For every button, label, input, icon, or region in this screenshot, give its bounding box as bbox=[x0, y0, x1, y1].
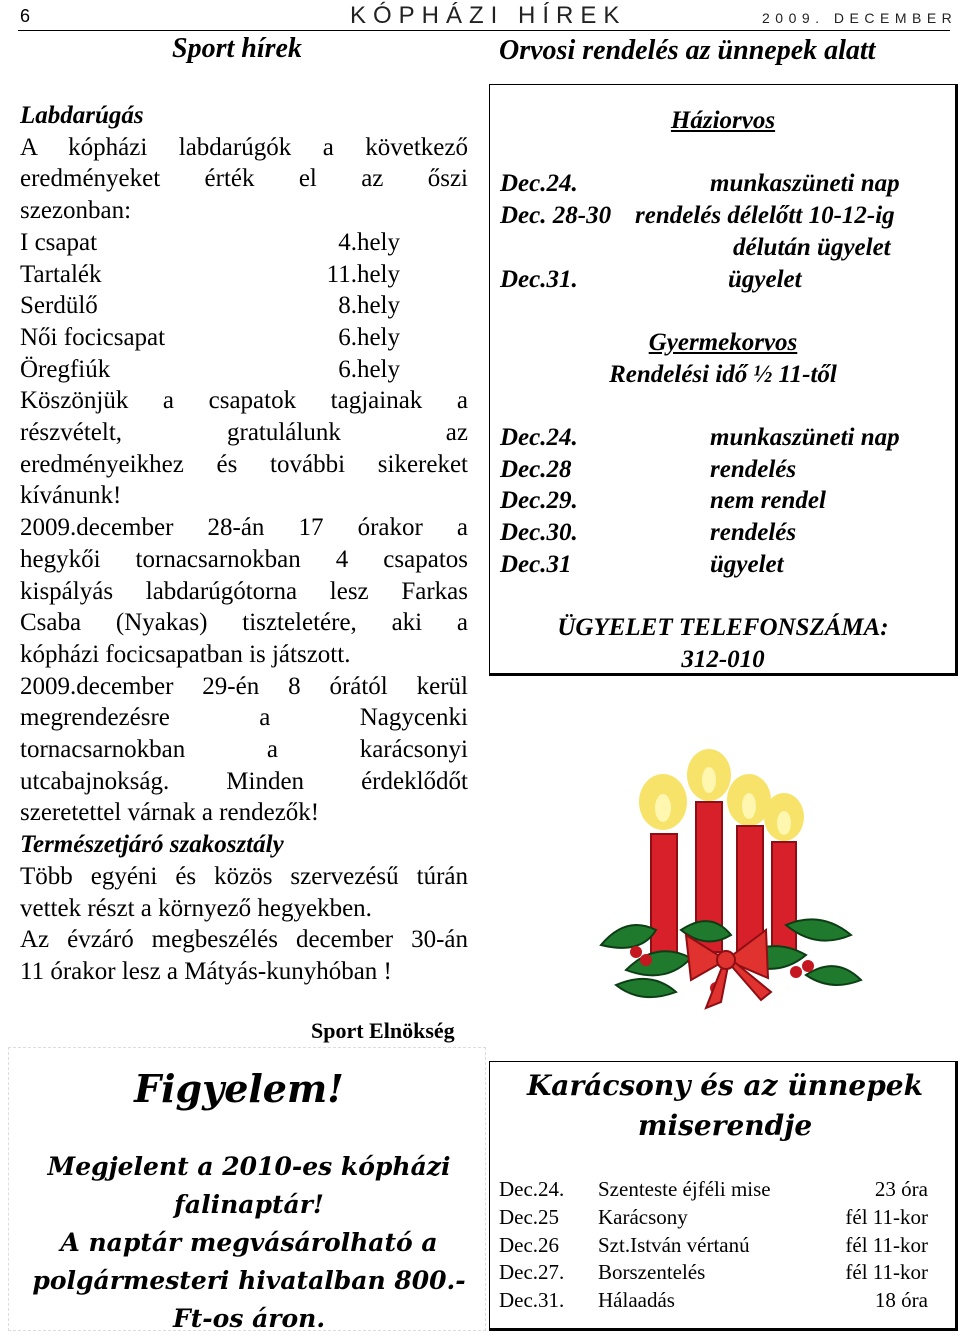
gp-date: Dec.31. bbox=[500, 265, 578, 293]
doctor-schedule-box bbox=[489, 84, 958, 676]
ped-row bbox=[500, 454, 946, 486]
header-divider bbox=[18, 30, 950, 31]
ped-row bbox=[500, 517, 946, 549]
sport-article bbox=[20, 100, 468, 988]
closing-line: Az évzáró megbeszélés december 30-án bbox=[20, 926, 468, 954]
mass-name: Szt.István vértanú bbox=[598, 1232, 750, 1257]
advent-candles-illustration bbox=[596, 730, 866, 1010]
mass-time: 23 óra bbox=[874, 1177, 928, 1201]
gp-heading: Háziorvos bbox=[670, 107, 776, 134]
result-row bbox=[20, 290, 400, 322]
mass-date: Dec.24. bbox=[499, 1177, 565, 1201]
thanks-line: részvételt, gratulálunk az bbox=[20, 419, 468, 447]
gp-row bbox=[500, 168, 946, 200]
mass-date: Dec.26 bbox=[499, 1232, 560, 1257]
team-name: I csapat bbox=[20, 228, 98, 256]
gp-text: rendelés délelőtt 10-12-ig bbox=[635, 202, 895, 230]
intro-line: szezonban: bbox=[20, 197, 132, 225]
ped-date: Dec.29. bbox=[500, 487, 578, 515]
tournament-line: hegykői tornacsarnokban 4 csapatos bbox=[20, 545, 468, 573]
mass-title: Karácsony és az ünnepek miserendje bbox=[526, 1069, 924, 1142]
mass-time: 18 óra bbox=[874, 1288, 928, 1313]
ped-date: Dec.28 bbox=[500, 455, 572, 483]
ped-text: rendelés bbox=[710, 455, 797, 483]
intro-line: A kópházi labdarúgók a következő bbox=[20, 133, 468, 161]
street-line: megrendezésre a Nagycenki bbox=[20, 704, 468, 732]
ped-row bbox=[500, 485, 946, 517]
ped-text: nem rendel bbox=[710, 487, 826, 515]
ped-text: rendelés bbox=[710, 519, 797, 547]
ped-date: Dec.30. bbox=[500, 519, 578, 547]
mass-row bbox=[499, 1259, 928, 1287]
signature: Sport Elnökség bbox=[311, 1018, 455, 1043]
team-place: 11.hely bbox=[326, 260, 400, 288]
mass-time: fél 11-kor bbox=[845, 1232, 928, 1257]
notice-line: Megjelent a 2010-es kópházi falinaptár! bbox=[47, 1152, 451, 1219]
mass-name: Hálaadás bbox=[598, 1288, 675, 1313]
result-row bbox=[20, 227, 400, 259]
ped-heading: Gyermekorvos bbox=[648, 328, 798, 356]
newspaper-title: KÓPHÁZI HÍREK bbox=[350, 2, 627, 29]
intro-line: eredményeket érték el az őszi bbox=[20, 165, 468, 193]
mass-name: Szenteste éjféli mise bbox=[598, 1177, 771, 1201]
ped-text: munkaszüneti nap bbox=[710, 423, 900, 451]
mass-name: Borszentelés bbox=[598, 1260, 706, 1285]
phone-number: 312-010 bbox=[681, 645, 765, 673]
gp-text: ügyelet bbox=[728, 265, 802, 293]
mass-name: Karácsony bbox=[598, 1204, 688, 1229]
team-place: 6.hely bbox=[338, 355, 400, 383]
gp-date bbox=[500, 232, 733, 264]
hiking-line: vettek részt a környező hegyekben. bbox=[20, 894, 372, 922]
mass-schedule-box bbox=[489, 1061, 958, 1331]
notice-line: A naptár megvásárolható a polgármesteri hivatalban 800.- Ft-os áron. bbox=[32, 1228, 466, 1333]
closing-line: 11 órakor lesz a Mátyás-kunyhóban ! bbox=[20, 957, 392, 985]
mass-row bbox=[499, 1287, 928, 1315]
team-name: Tartalék bbox=[20, 260, 102, 288]
hiking-heading: Természetjáró szakosztály bbox=[20, 831, 284, 859]
tournament-line: kispályás labdarúgótorna lesz Farkas bbox=[20, 577, 468, 605]
result-row bbox=[20, 322, 400, 354]
calendar-notice bbox=[8, 1047, 486, 1331]
phone-label: ÜGYELET TELEFONSZÁMA: bbox=[557, 614, 889, 642]
mass-row bbox=[499, 1204, 928, 1232]
team-place: 8.hely bbox=[338, 292, 400, 320]
ped-row bbox=[500, 549, 946, 581]
page-number: 6 bbox=[20, 6, 31, 26]
thanks-line: eredményeikhez és további sikereket bbox=[20, 450, 468, 478]
mass-date: Dec.25 bbox=[499, 1204, 560, 1229]
ped-date: Dec.24. bbox=[500, 423, 578, 451]
street-line: tornacsarnokban a karácsonyi bbox=[20, 736, 468, 764]
sport-section-title: Sport hírek bbox=[172, 33, 302, 64]
mass-date: Dec.31. bbox=[499, 1288, 565, 1313]
team-place: 4.hely bbox=[338, 228, 400, 256]
gp-row bbox=[500, 264, 946, 296]
football-heading: Labdarúgás bbox=[20, 102, 144, 129]
results-list bbox=[20, 227, 468, 386]
gp-date: Dec. 28-30 bbox=[500, 202, 612, 230]
tournament-line: kópházi focicsapatban is játszott. bbox=[20, 640, 351, 668]
street-line: 2009.december 29-én 8 órától kerül bbox=[20, 672, 468, 700]
issue-date: 2009. DECEMBER bbox=[762, 10, 958, 26]
mass-date: Dec.27. bbox=[499, 1260, 565, 1285]
doctor-section-title: Orvosi rendelés az ünnepek alatt bbox=[499, 35, 876, 66]
gp-text: munkaszüneti nap bbox=[710, 170, 900, 198]
tournament-line: 2009.december 28-án 17 órakor a bbox=[20, 514, 468, 542]
mass-row bbox=[499, 1176, 928, 1204]
gp-date: Dec.24. bbox=[500, 170, 578, 198]
team-name: Serdülő bbox=[20, 292, 98, 320]
mass-time: fél 11-kor bbox=[845, 1260, 928, 1285]
thanks-line: Köszönjük a csapatok tagjainak a bbox=[20, 387, 468, 415]
street-line: utcabajnokság. Minden érdeklődőt bbox=[20, 767, 468, 795]
result-row bbox=[20, 259, 400, 291]
tournament-line: Csaba (Nyakas) tiszteletére, aki a bbox=[20, 609, 468, 637]
mass-row bbox=[499, 1232, 928, 1260]
result-row bbox=[20, 354, 400, 386]
ped-row bbox=[500, 422, 946, 454]
hiking-line: Több egyéni és közös szervezésű túrán bbox=[20, 862, 468, 890]
mass-time: fél 11-kor bbox=[845, 1204, 928, 1229]
notice-heading: Figyelem! bbox=[134, 1066, 344, 1111]
team-place: 6.hely bbox=[338, 323, 400, 351]
thanks-line: kívánunk! bbox=[20, 482, 122, 510]
team-name: Öregfiúk bbox=[20, 355, 111, 383]
ped-hours: Rendelési idő ½ 11-től bbox=[609, 360, 837, 388]
gp-text: délután ügyelet bbox=[733, 233, 891, 261]
street-line: szeretettel várnak a rendezők! bbox=[20, 799, 320, 827]
ped-date: Dec.31 bbox=[500, 550, 572, 578]
team-name: Női focicsapat bbox=[20, 323, 166, 351]
gp-row bbox=[500, 232, 946, 264]
mass-table bbox=[499, 1176, 928, 1315]
ped-text: ügyelet bbox=[710, 550, 784, 578]
gp-row bbox=[500, 200, 946, 232]
